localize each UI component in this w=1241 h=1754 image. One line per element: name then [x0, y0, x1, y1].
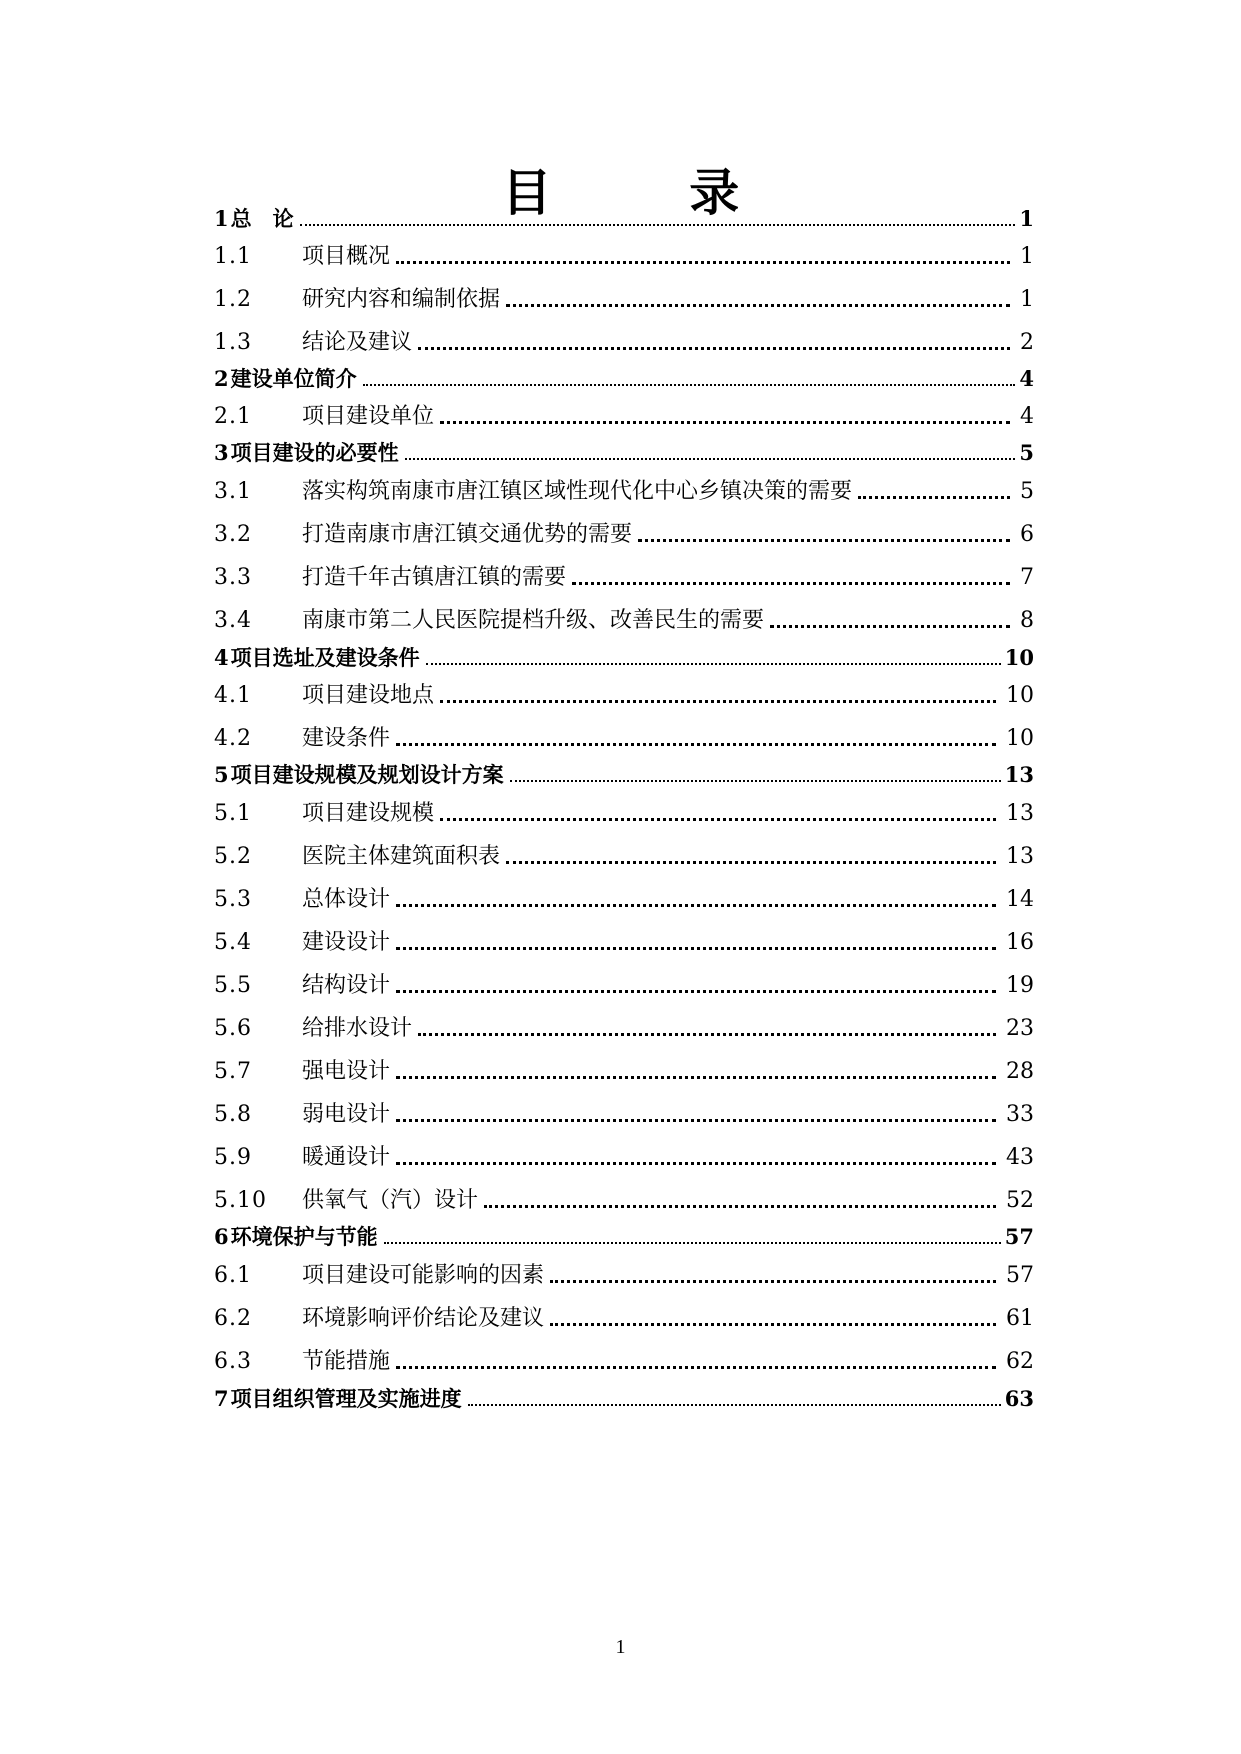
dot-leader [506, 304, 1010, 307]
dot-leader [300, 224, 1016, 226]
toc-title: 落实构筑南康市唐江镇区域性现代化中心乡镇决策的需要 [302, 479, 853, 504]
dot-leader [396, 1119, 996, 1122]
toc-number: 6.2 [214, 1306, 252, 1331]
dot-leader [440, 818, 996, 821]
toc-number: 5.3 [214, 887, 252, 912]
toc-number: 5.9 [214, 1145, 252, 1170]
toc-entry-6-2[interactable] [214, 1300, 1034, 1334]
dot-leader [396, 904, 996, 907]
toc-number: 5.4 [214, 930, 252, 955]
toc-title: 环境影响评价结论及建议 [302, 1306, 545, 1331]
toc-entry-3-1[interactable] [214, 473, 1034, 507]
dot-leader [510, 780, 1001, 782]
toc-page: 63 [1004, 1386, 1034, 1411]
dot-leader [572, 582, 1010, 585]
toc-title: 建设条件 [302, 726, 391, 751]
toc-entry-5-5[interactable] [214, 967, 1034, 1001]
toc-number: 5.5 [214, 973, 252, 998]
toc-page: 14 [1006, 887, 1034, 912]
toc-title: 项目选址及建设条件 [230, 645, 420, 670]
toc-title: 打造千年古镇唐江镇的需要 [302, 565, 567, 590]
toc-page: 4 [1020, 404, 1034, 429]
toc-title: 供氧气（汽）设计 [302, 1188, 479, 1213]
dot-leader [405, 458, 1016, 460]
dot-leader [418, 1033, 996, 1036]
toc-entry-5-8[interactable] [214, 1096, 1034, 1130]
toc-number: 6.3 [214, 1349, 252, 1374]
toc-title: 项目建设的必要性 [230, 440, 399, 465]
toc-number: 5.7 [214, 1059, 252, 1084]
toc-page: 62 [1006, 1349, 1034, 1374]
page-number: 1 [615, 1636, 626, 1658]
dot-leader [440, 700, 996, 703]
toc-number: 3.4 [214, 608, 252, 633]
dot-leader [418, 347, 1010, 350]
toc-title: 项目概况 [302, 244, 391, 269]
toc-page: 8 [1020, 608, 1034, 633]
toc-entry-2-1[interactable] [214, 398, 1034, 432]
toc-page: 7 [1020, 565, 1034, 590]
toc-title: 总体设计 [302, 887, 391, 912]
toc-title: 强电设计 [302, 1059, 391, 1084]
toc-entry-5[interactable] [214, 756, 1034, 790]
toc-number: 1 [214, 206, 229, 231]
toc-entry-1-1[interactable] [214, 238, 1034, 272]
toc-entry-4[interactable] [214, 639, 1034, 673]
toc-number: 1.1 [214, 244, 252, 269]
toc-entry-4-2[interactable] [214, 720, 1034, 754]
toc-title: 给排水设计 [302, 1016, 413, 1041]
dot-leader [363, 384, 1016, 386]
toc-entry-3-4[interactable] [214, 602, 1034, 636]
toc-page: 52 [1006, 1188, 1034, 1213]
toc-entry-7[interactable] [214, 1380, 1034, 1414]
toc-title: 项目建设规模 [302, 801, 435, 826]
dot-leader [396, 743, 996, 746]
toc-title: 弱电设计 [302, 1102, 391, 1127]
toc-page: 1 [1020, 287, 1034, 312]
toc-page: 23 [1006, 1016, 1034, 1041]
toc-title: 医院主体建筑面积表 [302, 844, 501, 869]
dot-leader [440, 421, 1010, 424]
toc-entry-5-2[interactable] [214, 838, 1034, 872]
toc-entry-5-3[interactable] [214, 881, 1034, 915]
toc-title: 项目建设地点 [302, 683, 435, 708]
toc-entry-5-4[interactable] [214, 924, 1034, 958]
toc-entry-6-3[interactable] [214, 1343, 1034, 1377]
toc-number: 1.3 [214, 330, 252, 355]
toc-entry-5-6[interactable] [214, 1010, 1034, 1044]
toc-page: 2 [1020, 330, 1034, 355]
dot-leader [396, 990, 996, 993]
toc-number: 1.2 [214, 287, 252, 312]
toc-page: 57 [1004, 1224, 1034, 1249]
dot-leader [550, 1323, 996, 1326]
dot-leader [396, 947, 996, 950]
dot-leader [468, 1404, 1001, 1406]
toc-title: 总 论 [230, 206, 294, 231]
toc-title: 结构设计 [302, 973, 391, 998]
toc-entry-5-1[interactable] [214, 795, 1034, 829]
toc-number: 5.8 [214, 1102, 252, 1127]
toc-number: 2 [214, 366, 229, 391]
toc-page: 61 [1006, 1306, 1034, 1331]
dot-leader [384, 1242, 1001, 1244]
toc-number: 5.10 [214, 1188, 267, 1213]
toc-entry-1[interactable] [214, 200, 1034, 234]
toc-page: 6 [1020, 522, 1034, 547]
toc-page: 28 [1006, 1059, 1034, 1084]
toc-page: 1 [1020, 244, 1034, 269]
dot-leader [396, 261, 1010, 264]
toc-number: 5.2 [214, 844, 252, 869]
toc-number: 3.2 [214, 522, 252, 547]
toc-page: 57 [1006, 1263, 1034, 1288]
toc-number: 7 [214, 1386, 229, 1411]
toc-page: 5 [1019, 440, 1034, 465]
toc-page: 13 [1006, 844, 1034, 869]
toc-entry-5-7[interactable] [214, 1053, 1034, 1087]
toc-title: 项目建设可能影响的因素 [302, 1263, 545, 1288]
toc-number: 3.1 [214, 479, 252, 504]
toc-number: 3.3 [214, 565, 252, 590]
dot-leader [396, 1076, 996, 1079]
toc-title: 节能措施 [302, 1349, 391, 1374]
toc-entry-3-3[interactable] [214, 559, 1034, 593]
toc-page: 10 [1006, 726, 1034, 751]
toc-page: 13 [1004, 762, 1034, 787]
toc-page: 10 [1004, 645, 1034, 670]
dot-leader [396, 1366, 996, 1369]
toc-title: 建设设计 [302, 930, 391, 955]
toc-entry-3[interactable] [214, 434, 1034, 468]
dot-leader [506, 861, 996, 864]
toc-title: 项目建设规模及规划设计方案 [230, 762, 504, 787]
toc-number: 4.2 [214, 726, 252, 751]
toc-number: 6.1 [214, 1263, 252, 1288]
toc-title: 暖通设计 [302, 1145, 391, 1170]
page-title: 目 录 [501, 163, 800, 222]
toc-title: 项目组织管理及实施进度 [230, 1386, 462, 1411]
toc-page: 4 [1019, 366, 1034, 391]
toc-entry-1-3[interactable] [214, 324, 1034, 358]
toc-entry-3-2[interactable] [214, 516, 1034, 550]
toc-number: 2.1 [214, 404, 252, 429]
dot-leader [550, 1280, 996, 1283]
toc-entry-5-10[interactable] [214, 1182, 1034, 1216]
dot-leader [770, 625, 1010, 628]
toc-page: 43 [1006, 1145, 1034, 1170]
toc-title: 项目建设单位 [302, 404, 435, 429]
toc-page: 5 [1020, 479, 1034, 504]
toc-title: 研究内容和编制依据 [302, 287, 501, 312]
toc-number: 3 [214, 440, 229, 465]
dot-leader [484, 1205, 996, 1208]
toc-number: 5.1 [214, 801, 252, 826]
dot-leader [638, 539, 1010, 542]
toc-title: 环境保护与节能 [230, 1224, 378, 1249]
toc-entry-2[interactable] [214, 360, 1034, 394]
toc-number: 4.1 [214, 683, 252, 708]
toc-entry-4-1[interactable] [214, 677, 1034, 711]
toc-number: 5.6 [214, 1016, 252, 1041]
dot-leader [858, 496, 1010, 499]
toc-page: 13 [1006, 801, 1034, 826]
dot-leader [426, 663, 1001, 665]
toc-entry-6[interactable] [214, 1218, 1034, 1252]
toc-number: 4 [214, 645, 229, 670]
toc-title: 建设单位简介 [230, 366, 357, 391]
toc-page: 19 [1006, 973, 1034, 998]
dot-leader [396, 1162, 996, 1165]
toc-number: 6 [214, 1224, 229, 1249]
toc-entry-1-2[interactable] [214, 281, 1034, 315]
toc-title: 南康市第二人民医院提档升级、改善民生的需要 [302, 608, 765, 633]
toc-number: 5 [214, 762, 229, 787]
toc-page: 10 [1006, 683, 1034, 708]
toc-page: 33 [1006, 1102, 1034, 1127]
toc-entry-5-9[interactable] [214, 1139, 1034, 1173]
toc-entry-6-1[interactable] [214, 1257, 1034, 1291]
toc-title: 打造南康市唐江镇交通优势的需要 [302, 522, 633, 547]
toc-title: 结论及建议 [302, 330, 413, 355]
toc-page: 16 [1006, 930, 1034, 955]
toc-page: 1 [1019, 206, 1034, 231]
